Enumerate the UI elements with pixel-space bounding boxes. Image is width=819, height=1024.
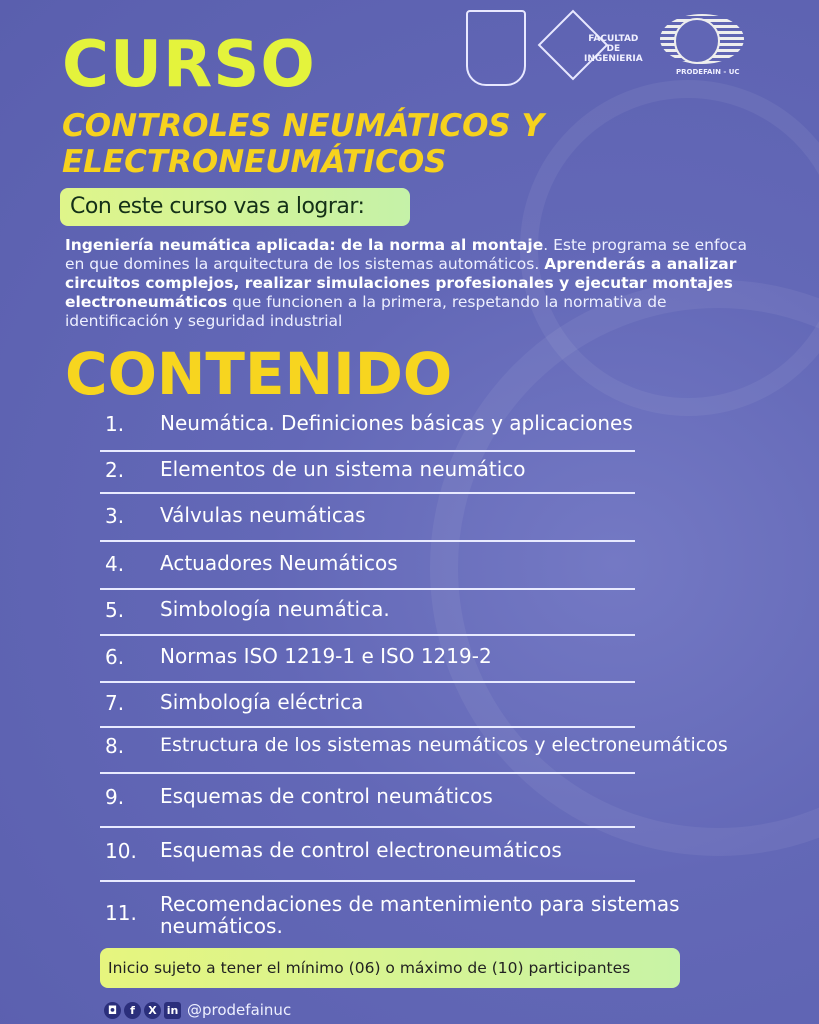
- list-item-number: 7.: [105, 691, 125, 715]
- intro-badge: Con este curso vas a lograr:: [60, 188, 410, 226]
- list-item-number: 11.: [105, 901, 137, 925]
- list-divider: [100, 772, 635, 774]
- list-item-number: 2.: [105, 458, 125, 482]
- participants-note: Inicio sujeto a tener el mínimo (06) o máximo de (10) participantes: [100, 948, 680, 988]
- intro-bold: Ingeniería neumática aplicada: de la norma al montaje: [65, 236, 544, 254]
- list-item-text: Válvulas neumáticas: [160, 503, 366, 527]
- logo-text: FACULTAD: [588, 34, 639, 44]
- subtitle-line: ELECTRONEUMÁTICOS: [62, 144, 447, 180]
- linkedin-icon[interactable]: in: [164, 1002, 181, 1019]
- prodefain-logo-text: PRODEFAIN - UC: [676, 68, 740, 76]
- list-item-number: 9.: [105, 785, 125, 809]
- list-divider: [100, 492, 635, 494]
- page-title: CURSO: [62, 28, 316, 102]
- list-item-text: Simbología neumática.: [160, 597, 390, 621]
- list-divider: [100, 681, 635, 683]
- list-divider: [100, 880, 635, 882]
- list-item-text: Recomendaciones de mantenimiento para sistemas neumáticos.: [160, 892, 680, 938]
- list-item-number: 1.: [105, 412, 125, 436]
- x-icon[interactable]: X: [144, 1002, 161, 1019]
- university-seal-logo: [466, 10, 526, 86]
- logo-text: DE: [606, 44, 621, 54]
- list-item-number: 4.: [105, 552, 125, 576]
- list-divider: [100, 540, 635, 542]
- list-divider: [100, 450, 635, 452]
- social-links: [104, 1001, 291, 1019]
- list-item-text: Actuadores Neumáticos: [160, 551, 398, 575]
- list-divider: [100, 634, 635, 636]
- logo-text: INGENIERIA: [584, 54, 643, 64]
- list-item-text: Neumática. Definiciones básicas y aplicaciones: [160, 411, 633, 435]
- intro-bold: Aprenderás a analizar circuitos complejos, realizar simulaciones profesionales y ejecutar montajes electroneumáticos: [65, 255, 737, 311]
- subtitle-line: CONTROLES NEUMÁTICOS Y: [62, 108, 544, 144]
- course-subtitle: [62, 108, 544, 180]
- list-item-text: Esquemas de control neumáticos: [160, 784, 493, 808]
- faculty-logo-text: [584, 34, 643, 64]
- list-item-number: 8.: [105, 734, 125, 758]
- intro-paragraph: [65, 236, 765, 331]
- list-item-number: 10.: [105, 839, 137, 863]
- intro-text: . Este programa se enfoca en que domines la arquitectura de los sistemas automáticos.: [65, 236, 747, 273]
- social-handle[interactable]: @prodefainuc: [187, 1001, 292, 1019]
- list-item-number: 6.: [105, 645, 125, 669]
- prodefain-logo-circle: [674, 18, 720, 64]
- facebook-icon[interactable]: f: [124, 1002, 141, 1019]
- list-divider: [100, 726, 635, 728]
- intro-text: que funcionen a la primera, respetando la normativa de identificación y seguridad industrial: [65, 293, 667, 330]
- list-item-number: 5.: [105, 598, 125, 622]
- list-item-text: Esquemas de control electroneumáticos: [160, 838, 562, 862]
- content-title: CONTENIDO: [65, 340, 453, 408]
- list-item-text: Elementos de un sistema neumático: [160, 457, 526, 481]
- instagram-icon[interactable]: ◘: [104, 1002, 121, 1019]
- list-divider: [100, 826, 635, 828]
- list-item-text: Estructura de los sistemas neumáticos y electroneumáticos: [160, 734, 728, 756]
- list-item-text: Simbología eléctrica: [160, 690, 364, 714]
- prodefain-logo: [660, 14, 744, 64]
- list-item-number: 3.: [105, 504, 125, 528]
- list-item-text: Normas ISO 1219-1 e ISO 1219-2: [160, 644, 492, 668]
- list-divider: [100, 588, 635, 590]
